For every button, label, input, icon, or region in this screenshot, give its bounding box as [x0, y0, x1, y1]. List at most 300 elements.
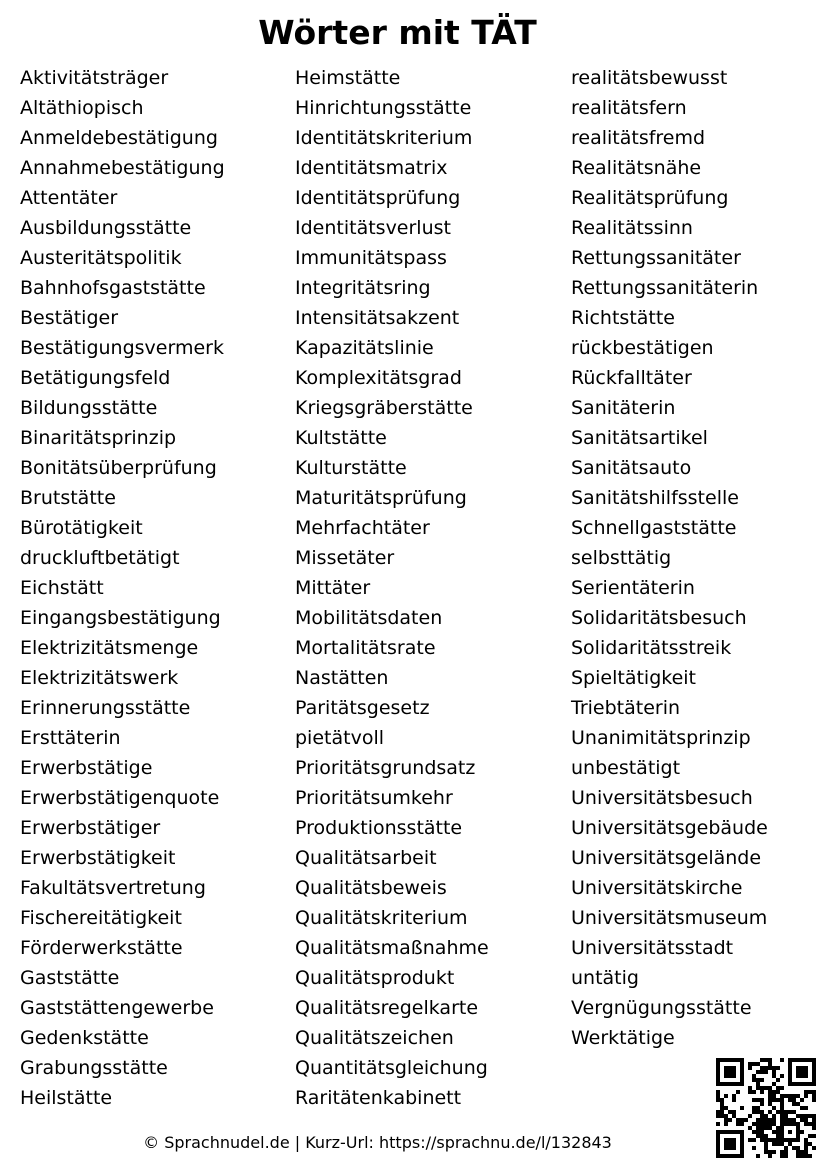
word-item: Qualitätszeichen: [295, 1027, 454, 1049]
qr-module: [776, 1130, 780, 1134]
qr-module: [812, 1118, 816, 1122]
word-item: Maturitätsprüfung: [295, 487, 467, 509]
qr-module: [768, 1118, 772, 1122]
qr-module: [752, 1106, 756, 1110]
word-item: Ausbildungsstätte: [20, 217, 192, 239]
qr-module: [756, 1134, 760, 1138]
word-item: Qualitätsregelkarte: [295, 997, 479, 1019]
qr-module: [780, 1114, 784, 1118]
word-item: Rettungssanitäterin: [571, 277, 759, 299]
qr-module: [716, 1078, 720, 1082]
qr-module: [772, 1066, 776, 1070]
qr-module: [728, 1058, 732, 1062]
word-item: Kultstätte: [295, 427, 387, 449]
qr-module: [732, 1130, 736, 1134]
qr-module: [748, 1066, 752, 1070]
qr-module: [784, 1118, 788, 1122]
word-column-1: [20, 63, 225, 1113]
qr-module: [800, 1058, 804, 1062]
qr-module: [756, 1126, 760, 1130]
qr-module: [764, 1134, 768, 1138]
word-item: Universitätskirche: [571, 877, 743, 899]
qr-module: [792, 1146, 796, 1150]
qr-module: [772, 1070, 776, 1074]
qr-module: [780, 1122, 784, 1126]
qr-module: [796, 1066, 800, 1070]
qr-module: [776, 1134, 780, 1138]
word-item: Rettungssanitäter: [571, 247, 741, 269]
word-item: unbestätigt: [571, 757, 681, 779]
qr-module: [736, 1082, 740, 1086]
qr-module: [812, 1062, 816, 1066]
qr-module: [772, 1090, 776, 1094]
word-column-2: [295, 63, 489, 1113]
qr-module: [732, 1058, 736, 1062]
word-item: Identitätsprüfung: [295, 187, 461, 209]
qr-module: [756, 1070, 760, 1074]
qr-module: [804, 1114, 808, 1118]
qr-module: [728, 1118, 732, 1122]
qr-module: [716, 1074, 720, 1078]
word-item: Raritätenkabinett: [295, 1087, 462, 1109]
word-item: druckluftbetätigt: [20, 547, 180, 569]
qr-module: [776, 1086, 780, 1090]
qr-module: [776, 1110, 780, 1114]
word-item: realitätsfremd: [571, 127, 706, 149]
word-item: Qualitätskriterium: [295, 907, 468, 929]
qr-module: [784, 1150, 788, 1154]
qr-module: [788, 1142, 792, 1146]
qr-module: [752, 1078, 756, 1082]
qr-module: [812, 1114, 816, 1118]
qr-module: [768, 1138, 772, 1142]
qr-module: [724, 1146, 728, 1150]
word-item: realitätsbewusst: [571, 67, 728, 89]
qr-module: [792, 1082, 796, 1086]
qr-module: [764, 1126, 768, 1130]
qr-module: [720, 1102, 724, 1106]
word-item: Sanitätsartikel: [571, 427, 708, 449]
qr-module: [804, 1106, 808, 1110]
qr-module: [740, 1106, 744, 1110]
word-item: pietätvoll: [295, 727, 384, 749]
qr-module: [728, 1154, 732, 1158]
qr-module: [720, 1058, 724, 1062]
qr-module: [732, 1146, 736, 1150]
qr-module: [736, 1130, 740, 1134]
qr-module: [796, 1146, 800, 1150]
qr-module: [720, 1154, 724, 1158]
qr-module: [768, 1086, 772, 1090]
qr-module: [760, 1114, 764, 1118]
qr-module: [732, 1110, 736, 1114]
qr-module: [716, 1138, 720, 1142]
word-item: Sanitäterin: [571, 397, 676, 419]
qr-module: [780, 1154, 784, 1158]
word-item: Universitätsgelände: [571, 847, 762, 869]
qr-module: [760, 1118, 764, 1122]
qr-module: [788, 1122, 792, 1126]
qr-module: [792, 1102, 796, 1106]
word-item: Bonitätsüberprüfung: [20, 457, 217, 479]
qr-module: [728, 1138, 732, 1142]
qr-module: [760, 1134, 764, 1138]
qr-module: [812, 1126, 816, 1130]
qr-module: [764, 1058, 768, 1062]
qr-module: [800, 1106, 804, 1110]
qr-module: [740, 1118, 744, 1122]
qr-module: [800, 1074, 804, 1078]
qr-module: [796, 1150, 800, 1154]
qr-module: [752, 1090, 756, 1094]
qr-module: [792, 1122, 796, 1126]
qr-module: [728, 1070, 732, 1074]
qr-module: [716, 1110, 720, 1114]
qr-module: [796, 1114, 800, 1118]
word-item: Qualitätsmaßnahme: [295, 937, 489, 959]
qr-module: [804, 1090, 808, 1094]
qr-module: [808, 1082, 812, 1086]
qr-module: [764, 1138, 768, 1142]
qr-module: [764, 1146, 768, 1150]
qr-module: [772, 1118, 776, 1122]
qr-module: [752, 1130, 756, 1134]
qr-module: [756, 1154, 760, 1158]
word-item: Unanimitätsprinzip: [571, 727, 751, 749]
qr-module: [724, 1066, 728, 1070]
qr-module: [788, 1098, 792, 1102]
word-item: Erwerbstätiger: [20, 817, 161, 839]
qr-module: [756, 1130, 760, 1134]
qr-module: [752, 1098, 756, 1102]
qr-module: [776, 1066, 780, 1070]
qr-module: [772, 1142, 776, 1146]
word-item: Paritätsgesetz: [295, 697, 430, 719]
qr-module: [800, 1070, 804, 1074]
qr-module: [716, 1070, 720, 1074]
word-item: Vergnügungsstätte: [571, 997, 752, 1019]
qr-module: [780, 1110, 784, 1114]
qr-module: [740, 1078, 744, 1082]
qr-module: [760, 1070, 764, 1074]
qr-module: [740, 1134, 744, 1138]
word-item: Ersttäterin: [20, 727, 121, 749]
qr-module: [784, 1114, 788, 1118]
word-item: untätig: [571, 967, 639, 989]
qr-module: [796, 1074, 800, 1078]
qr-module: [784, 1094, 788, 1098]
qr-module: [768, 1066, 772, 1070]
qr-module: [800, 1130, 804, 1134]
word-item: Kulturstätte: [295, 457, 407, 479]
qr-module: [732, 1066, 736, 1070]
qr-module: [724, 1122, 728, 1126]
qr-module: [812, 1058, 816, 1062]
word-item: Prioritätsumkehr: [295, 787, 453, 809]
qr-module: [740, 1082, 744, 1086]
qr-module: [768, 1122, 772, 1126]
qr-module: [808, 1134, 812, 1138]
qr-module: [732, 1070, 736, 1074]
qr-module: [732, 1142, 736, 1146]
word-item: Qualitätsprodukt: [295, 967, 455, 989]
qr-module: [732, 1098, 736, 1102]
qr-module: [808, 1142, 812, 1146]
qr-module: [788, 1094, 792, 1098]
word-item: Kapazitätslinie: [295, 337, 434, 359]
qr-module: [804, 1142, 808, 1146]
qr-module: [772, 1138, 776, 1142]
qr-module: [720, 1082, 724, 1086]
qr-module: [744, 1118, 748, 1122]
word-item: Solidaritätsstreik: [571, 637, 732, 659]
qr-module: [760, 1130, 764, 1134]
word-item: Realitätssinn: [571, 217, 693, 239]
qr-module: [756, 1062, 760, 1066]
qr-module: [732, 1154, 736, 1158]
qr-module: [756, 1098, 760, 1102]
qr-module: [728, 1082, 732, 1086]
qr-module: [768, 1102, 772, 1106]
qr-module: [740, 1058, 744, 1062]
word-item: Identitätskriterium: [295, 127, 473, 149]
word-item: Richtstätte: [571, 307, 675, 329]
qr-module: [772, 1122, 776, 1126]
word-item: Mehrfachtäter: [295, 517, 430, 539]
qr-module: [732, 1082, 736, 1086]
word-item: Solidaritätsbesuch: [571, 607, 747, 629]
qr-module: [724, 1106, 728, 1110]
qr-module: [760, 1086, 764, 1090]
qr-module: [804, 1058, 808, 1062]
qr-module: [724, 1058, 728, 1062]
qr-module: [752, 1146, 756, 1150]
qr-module: [796, 1154, 800, 1158]
qr-module: [796, 1102, 800, 1106]
qr-module: [792, 1138, 796, 1142]
qr-module: [724, 1130, 728, 1134]
word-item: Komplexitätsgrad: [295, 367, 462, 389]
qr-module: [800, 1066, 804, 1070]
qr-module: [760, 1058, 764, 1062]
qr-module: [756, 1082, 760, 1086]
qr-module: [760, 1126, 764, 1130]
qr-module: [784, 1110, 788, 1114]
qr-module: [812, 1134, 816, 1138]
qr-module: [716, 1062, 720, 1066]
word-item: Gaststättengewerbe: [20, 997, 214, 1019]
word-item: Produktionsstätte: [295, 817, 463, 839]
word-item: Kriegsgräberstätte: [295, 397, 473, 419]
qr-module: [804, 1150, 808, 1154]
qr-module: [788, 1070, 792, 1074]
qr-module: [788, 1082, 792, 1086]
qr-module: [760, 1138, 764, 1142]
qr-module: [764, 1066, 768, 1070]
word-item: Binaritätsprinzip: [20, 427, 177, 449]
qr-module: [800, 1098, 804, 1102]
qr-module: [808, 1154, 812, 1158]
qr-module: [780, 1106, 784, 1110]
qr-module: [796, 1134, 800, 1138]
qr-module: [800, 1082, 804, 1086]
qr-module: [720, 1114, 724, 1118]
qr-module: [784, 1146, 788, 1150]
qr-module: [716, 1146, 720, 1150]
qr-module: [736, 1058, 740, 1062]
qr-module: [812, 1146, 816, 1150]
qr-module: [764, 1086, 768, 1090]
word-item: Spieltätigkeit: [571, 667, 696, 689]
qr-module: [724, 1082, 728, 1086]
qr-module: [768, 1098, 772, 1102]
word-item: Austeritätspolitik: [20, 247, 182, 269]
qr-module: [804, 1066, 808, 1070]
word-item: Missetäter: [295, 547, 395, 569]
qr-module: [736, 1154, 740, 1158]
qr-module: [724, 1154, 728, 1158]
qr-module: [772, 1082, 776, 1086]
qr-module: [716, 1058, 720, 1062]
word-item: Intensitätsakzent: [295, 307, 460, 329]
qr-module: [780, 1142, 784, 1146]
qr-module: [732, 1138, 736, 1142]
qr-module: [796, 1082, 800, 1086]
qr-module: [812, 1078, 816, 1082]
word-item: Bestätigungsvermerk: [20, 337, 224, 359]
qr-module: [776, 1090, 780, 1094]
qr-module: [796, 1130, 800, 1134]
qr-module: [772, 1150, 776, 1154]
qr-module: [780, 1058, 784, 1062]
qr-module: [716, 1154, 720, 1158]
qr-module: [724, 1074, 728, 1078]
qr-module: [756, 1110, 760, 1114]
qr-module: [768, 1090, 772, 1094]
qr-module: [740, 1070, 744, 1074]
qr-module: [772, 1094, 776, 1098]
qr-module: [792, 1110, 796, 1114]
qr-module: [772, 1130, 776, 1134]
qr-module: [760, 1122, 764, 1126]
qr-module: [780, 1118, 784, 1122]
qr-module: [780, 1150, 784, 1154]
footer-credit: © Sprachnudel.de | Kurz-Url: https://sprachnu.de/l/132843: [143, 1133, 612, 1152]
qr-module: [764, 1114, 768, 1118]
qr-module: [728, 1066, 732, 1070]
qr-module: [784, 1154, 788, 1158]
qr-module: [780, 1130, 784, 1134]
qr-module: [804, 1138, 808, 1142]
qr-module: [772, 1114, 776, 1118]
qr-module: [812, 1098, 816, 1102]
qr-module: [768, 1094, 772, 1098]
qr-module: [784, 1122, 788, 1126]
word-item: Erinnerungsstätte: [20, 697, 191, 719]
word-item: Schnellgaststätte: [571, 517, 737, 539]
qr-module: [728, 1142, 732, 1146]
qr-module: [776, 1078, 780, 1082]
word-item: Serientäterin: [571, 577, 695, 599]
word-item: Fischereitätigkeit: [20, 907, 182, 929]
qr-module: [724, 1094, 728, 1098]
word-item: Quantitätsgleichung: [295, 1057, 488, 1079]
qr-module: [808, 1058, 812, 1062]
word-item: Universitätsgebäude: [571, 817, 768, 839]
qr-module: [720, 1130, 724, 1134]
qr-module: [716, 1122, 720, 1126]
qr-module: [788, 1078, 792, 1082]
qr-module: [800, 1150, 804, 1154]
qr-module: [796, 1070, 800, 1074]
qr-module: [720, 1110, 724, 1114]
qr-module: [736, 1122, 740, 1126]
word-item: Eingangsbestätigung: [20, 607, 221, 629]
qr-module: [788, 1138, 792, 1142]
qr-module: [796, 1138, 800, 1142]
qr-module: [728, 1130, 732, 1134]
qr-module: [812, 1066, 816, 1070]
word-item: Erwerbstätige: [20, 757, 153, 779]
qr-module: [788, 1066, 792, 1070]
word-item: Eichstätt: [20, 577, 104, 599]
qr-module: [768, 1110, 772, 1114]
word-item: Heimstätte: [295, 67, 401, 89]
qr-module: [760, 1090, 764, 1094]
qr-module: [728, 1074, 732, 1078]
qr-module: [760, 1098, 764, 1102]
qr-module: [736, 1090, 740, 1094]
word-item: Attentäter: [20, 187, 118, 209]
qr-module: [788, 1118, 792, 1122]
word-item: Mobilitätsdaten: [295, 607, 443, 629]
qr-module: [768, 1126, 772, 1130]
qr-module: [788, 1074, 792, 1078]
word-item: Universitätsstadt: [571, 937, 734, 959]
qr-module: [716, 1150, 720, 1154]
qr-module: [768, 1154, 772, 1158]
word-item: Betätigungsfeld: [20, 367, 171, 389]
qr-module: [804, 1118, 808, 1122]
qr-module: [780, 1094, 784, 1098]
qr-module: [804, 1070, 808, 1074]
qr-module: [804, 1122, 808, 1126]
qr-module: [780, 1138, 784, 1142]
qr-module: [740, 1146, 744, 1150]
qr-module: [752, 1062, 756, 1066]
qr-module: [756, 1106, 760, 1110]
qr-module: [780, 1102, 784, 1106]
qr-module: [800, 1154, 804, 1158]
qr-module: [724, 1070, 728, 1074]
qr-module: [732, 1114, 736, 1118]
word-item: Erwerbstätigenquote: [20, 787, 220, 809]
qr-module: [764, 1070, 768, 1074]
qr-module: [732, 1094, 736, 1098]
qr-module: [724, 1114, 728, 1118]
word-item: Qualitätsarbeit: [295, 847, 437, 869]
word-item: Annahmebestätigung: [20, 157, 225, 179]
qr-module: [756, 1118, 760, 1122]
word-item: Gedenkstätte: [20, 1027, 149, 1049]
qr-module: [748, 1138, 752, 1142]
qr-module: [760, 1102, 764, 1106]
qr-module: [792, 1098, 796, 1102]
qr-module: [772, 1098, 776, 1102]
word-item: Realitätsprüfung: [571, 187, 729, 209]
qr-module: [788, 1110, 792, 1114]
qr-module: [720, 1106, 724, 1110]
